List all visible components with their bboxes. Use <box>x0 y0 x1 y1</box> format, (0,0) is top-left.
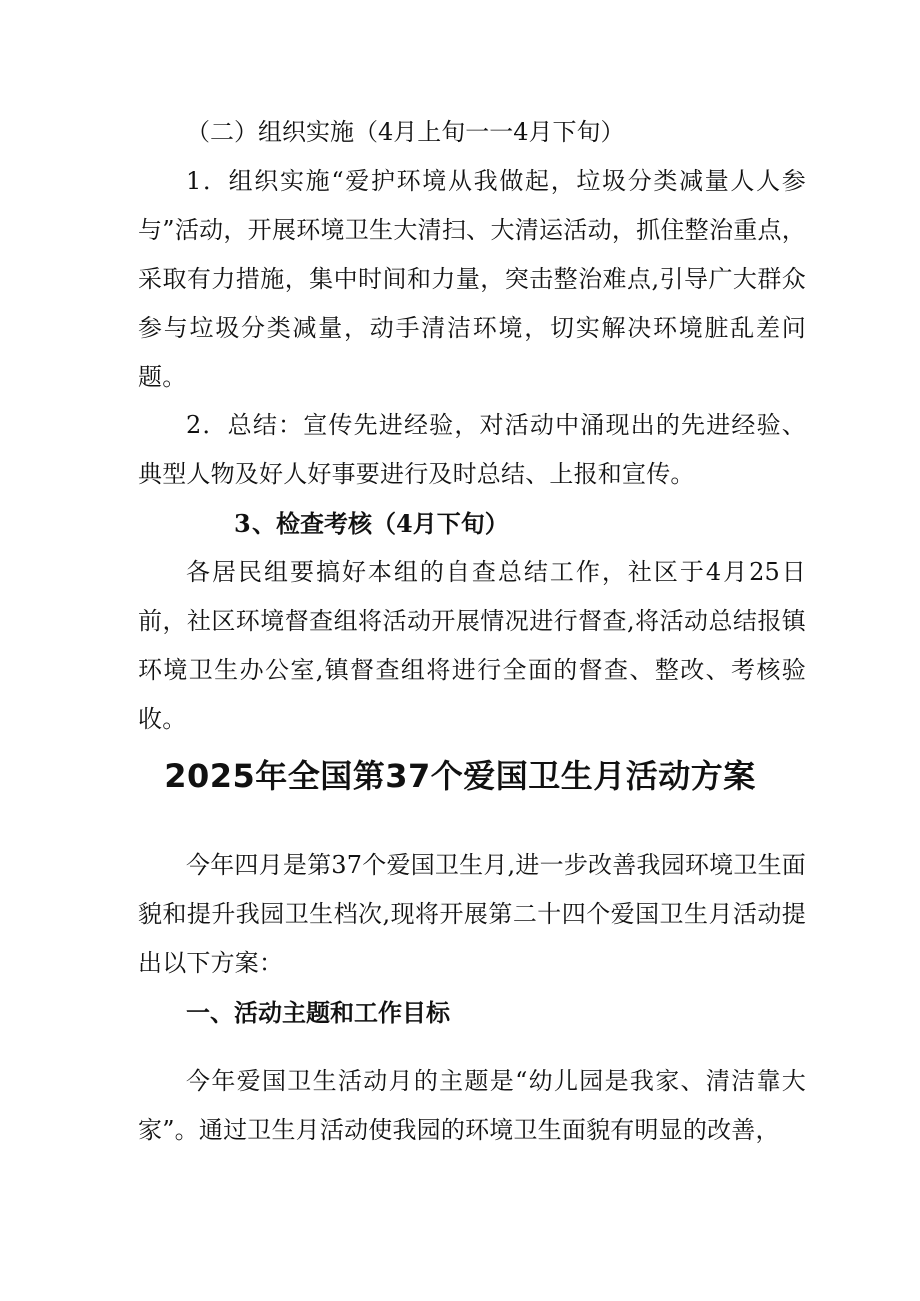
item-3-number: 3 <box>234 509 251 538</box>
paragraph-intro: 今年四月是第37个爱国卫生月,进一步改善我园环境卫生面貌和提升我园卫生档次,现将开展第二十四个爱国卫生月活动提出以下方案： <box>138 851 806 977</box>
subheading-inspection <box>138 499 806 548</box>
item-3-heading: 、检查考核（4月下旬） <box>252 509 509 538</box>
paragraph-item-2: 2．总结：宣传先进经验，对活动中涌现出的先进经验、典型人物及好人好事要进行及时总结、上报和宣传。 <box>138 411 806 488</box>
paragraph-item-1: 1．组织实施“爱护环境从我做起，垃圾分类减量人人参与”活动，开展环境卫生大清扫、大清运活动，抓住整治重点，采取有力措施，集中时间和力量，突击整治难点,引导广大群众参与垃圾分类减量，动手清洁环境，切实解决环境脏乱差问题。 <box>138 167 806 391</box>
subheading-organize-implement: （二）组织实施（4月上旬一一4月下旬） <box>186 118 625 146</box>
document-title: 2025年全国第37个爱国卫生月活动方案 <box>164 757 756 795</box>
paragraph-theme: 今年爱国卫生活动月的主题是“幼儿园是我家、清洁靠大家”。通过卫生月活动使我园的环境卫生面貌有明显的改善， <box>138 1067 806 1144</box>
heading-theme-goals: 一、活动主题和工作目标 <box>186 998 450 1027</box>
paragraph-item-3-body: 各居民组要搞好本组的自查总结工作，社区于4月25日前，社区环境督查组将活动开展情况进行督查,将活动总结报镇环境卫生办公室,镇督查组将进行全面的督查、整改、考核验收。 <box>138 558 806 733</box>
